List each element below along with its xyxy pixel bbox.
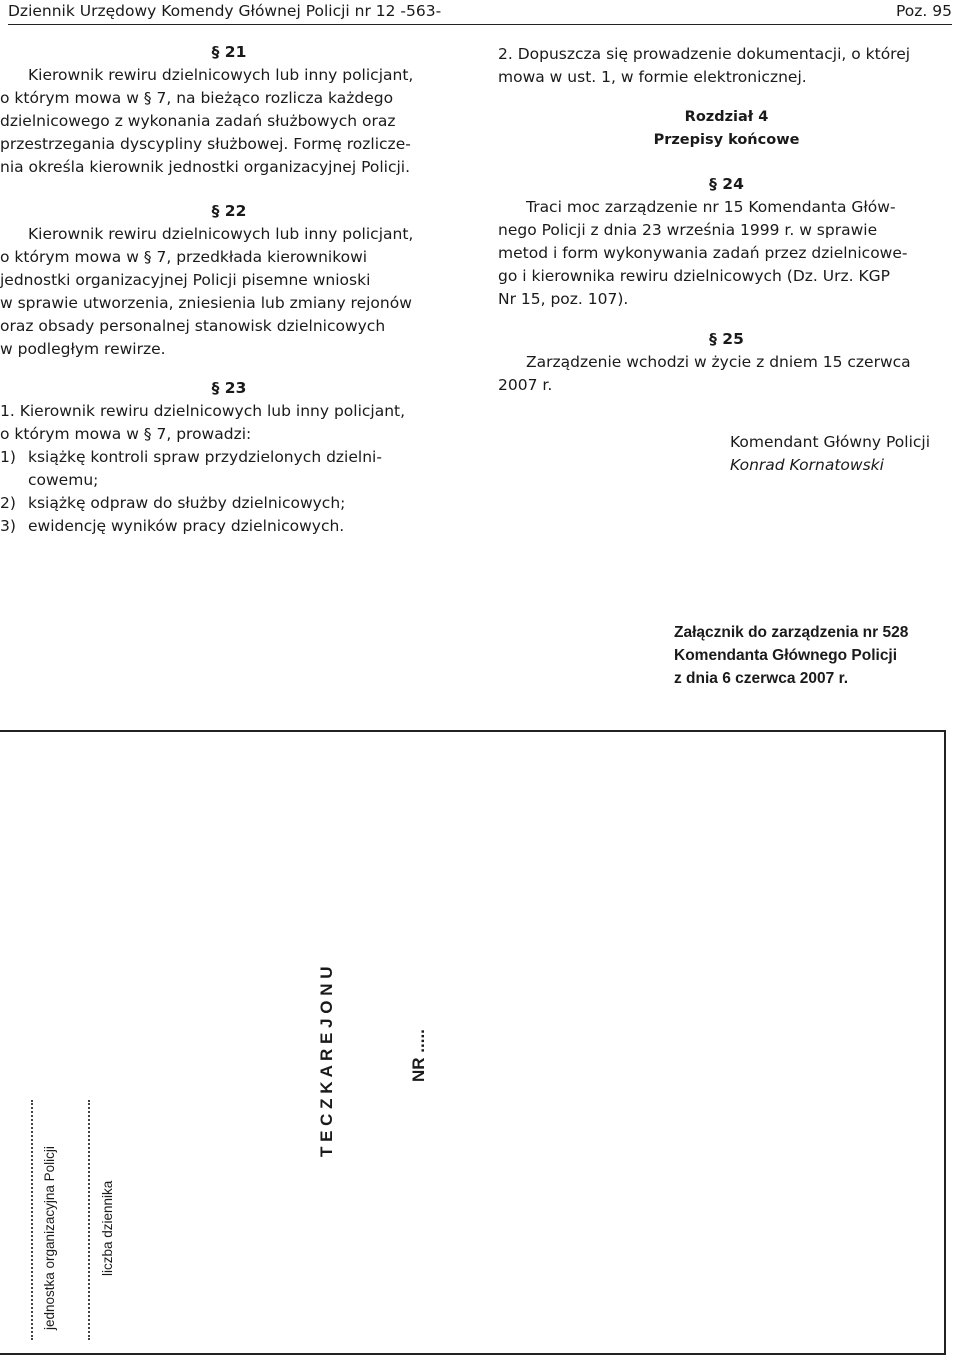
section-23-heading: § 23 xyxy=(211,379,247,397)
attachment-line: Załącznik do zarządzenia nr 528 xyxy=(674,624,909,641)
section-22-text xyxy=(0,223,458,361)
text-line: 2. Dopuszcza się prowadzenie dokumentacji, o której xyxy=(498,45,911,63)
signature-title: Komendant Główny Policji xyxy=(730,433,931,451)
list-number: 2) xyxy=(0,494,16,512)
text-line: przestrzegania dyscypliny służbowej. Formę rozlicze- xyxy=(0,135,411,153)
section-23-paragraph-2 xyxy=(498,43,955,89)
text-line: 2007 r. xyxy=(498,376,553,394)
text-line: o którym mowa w § 7, na bieżąco rozlicza każdego xyxy=(0,89,394,107)
folder-number: NR ..... xyxy=(409,1029,428,1082)
journal-title: Dziennik Urzędowy Komendy Głównej Policji nr 12 -563- xyxy=(8,2,442,20)
list-item xyxy=(0,446,458,492)
section-21-heading: § 21 xyxy=(211,43,247,61)
text-line: Kierownik rewiru dzielnicowych lub inny policjant, xyxy=(28,66,414,84)
chapter-number: Rozdział 4 xyxy=(684,109,769,125)
text-line: Nr 15, poz. 107). xyxy=(498,290,629,308)
text-line: o którym mowa w § 7, prowadzi: xyxy=(0,425,252,443)
signature-name: Konrad Kornatowski xyxy=(730,456,884,474)
list-number: 1) xyxy=(0,448,16,466)
list-text: ewidencję wyników pracy dzielnicowych. xyxy=(28,517,345,535)
text-line: nego Policji z dnia 23 września 1999 r. w sprawie xyxy=(498,221,878,239)
journal-label: liczba dziennika xyxy=(100,1180,115,1276)
section-25-text xyxy=(498,351,955,397)
folder-title: T E C Z K A R E J O N U xyxy=(317,966,336,1157)
attachment-line: z dnia 6 czerwca 2007 r. xyxy=(674,670,849,687)
folder-cover-frame xyxy=(0,730,946,1355)
text-line: w sprawie utworzenia, zniesienia lub zmiany rejonów xyxy=(0,294,412,312)
list-item xyxy=(0,492,458,515)
section-21-text xyxy=(0,64,458,179)
attachment-header xyxy=(674,621,954,690)
section-22-heading: § 22 xyxy=(211,202,247,220)
text-line: oraz obsady personalnej stanowisk dzielnicowych xyxy=(0,317,386,335)
text-line: dzielnicowego z wykonania zadań służbowych oraz xyxy=(0,112,396,130)
position-number: Poz. 95 xyxy=(896,2,952,20)
signature-block xyxy=(498,431,955,477)
text-line: Traci moc zarządzenie nr 15 Komendanta Głów- xyxy=(526,198,896,216)
list-text: książkę odpraw do służby dzielnicowych; xyxy=(28,494,346,512)
page-header xyxy=(8,0,952,25)
section-24-text xyxy=(498,196,955,311)
list-number: 3) xyxy=(0,517,16,535)
text-line: go i kierownika rewiru dzielnicowych (Dz. Urz. KGP xyxy=(498,267,891,285)
text-line: mowa w ust. 1, w formie elektronicznej. xyxy=(498,68,807,86)
left-column xyxy=(0,41,458,538)
section-23-text xyxy=(0,400,458,538)
text-line: metod i form wykonywania zadań przez dzielnicowe- xyxy=(498,244,908,262)
journal-dotted-line xyxy=(88,1100,90,1340)
list-text xyxy=(28,446,458,492)
text-line: o którym mowa w § 7, przedkłada kierownikowi xyxy=(0,248,368,266)
unit-dotted-line xyxy=(31,1100,33,1340)
text-line: Kierownik rewiru dzielnicowych lub inny policjant, xyxy=(28,225,414,243)
list-item xyxy=(0,515,458,538)
section-24-heading: § 24 xyxy=(709,175,744,193)
text-line: Zarządzenie wchodzi w życie z dniem 15 czerwca xyxy=(526,353,911,371)
unit-label: jednostka organizacyjna Policji xyxy=(42,1146,57,1330)
text-line: książkę kontroli spraw przydzielonych dzielni- xyxy=(28,448,382,466)
chapter-title: Przepisy końcowe xyxy=(653,132,800,148)
text-line: jednostki organizacyjnej Policji pisemne wnioski xyxy=(0,271,371,289)
text-line: 1. Kierownik rewiru dzielnicowych lub inny policjant, xyxy=(0,402,406,420)
attachment-line: Komendanta Głównego Policji xyxy=(674,647,898,664)
text-line: cowemu; xyxy=(28,471,99,489)
text-line: w podległym rewirze. xyxy=(0,340,166,358)
section-25-heading: § 25 xyxy=(709,330,744,348)
right-column xyxy=(498,43,955,477)
text-line: nia określa kierownik jednostki organizacyjnej Policji. xyxy=(0,158,411,176)
